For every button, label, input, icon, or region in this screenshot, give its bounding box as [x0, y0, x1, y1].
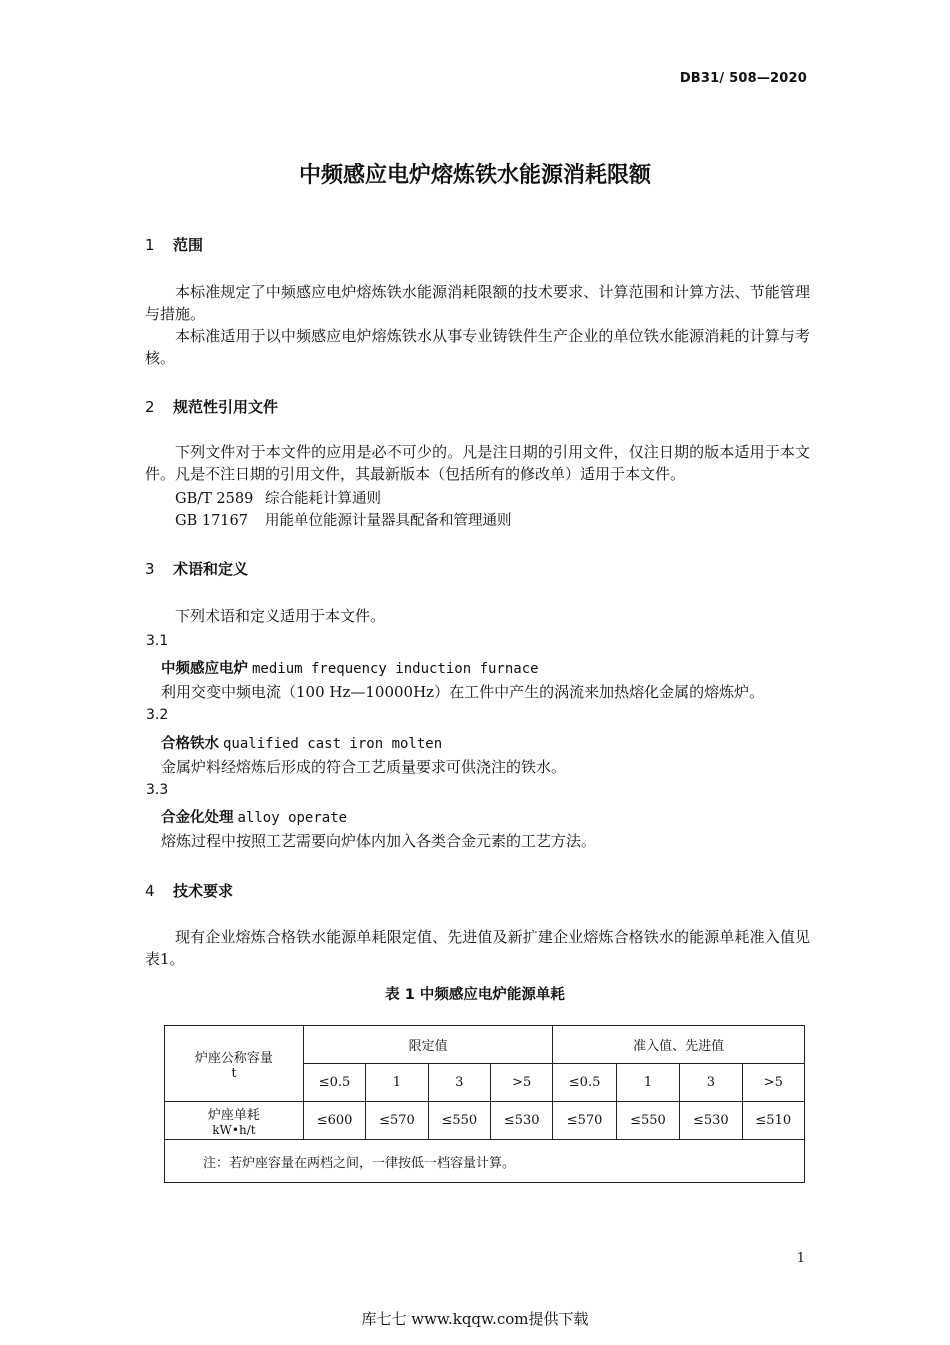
- value-cell: ≤570: [366, 1102, 428, 1140]
- download-footer: 库七七 www.kqqw.com提供下载: [361, 1310, 589, 1328]
- reference-code: GB 17167: [175, 513, 248, 529]
- section-title: 技术要求: [173, 882, 234, 900]
- value-cell: ≤530: [680, 1102, 742, 1140]
- section-1-paragraph-1: 本标准规定了中频感应电炉熔炼铁水能源消耗限额的技术要求、计算范围和计算方法、节能管理与措施。: [145, 283, 810, 323]
- term-definition: 利用交变中频电流（100 Hz—10000Hz）在工件中产生的涡流来加热熔化金属的熔炼炉。: [161, 683, 765, 701]
- section-3-heading: [145, 558, 248, 579]
- consumption-unit: kW•h/t: [212, 1123, 256, 1137]
- capacity-cell: 3: [680, 1064, 742, 1102]
- normative-reference: [175, 509, 512, 530]
- section-1-paragraph-2: 本标准适用于以中频感应电炉熔炼铁水从事专业铸铁件生产企业的单位铁水能源消耗的计算与考核。: [145, 327, 810, 367]
- value-cell: ≤510: [742, 1102, 804, 1140]
- capacity-cell: 3: [428, 1064, 490, 1102]
- capacity-unit: t: [231, 1065, 237, 1081]
- section-3-intro: 下列术语和定义适用于本文件。: [175, 607, 386, 625]
- table-caption: 表 1 中频感应电炉能源单耗: [385, 987, 565, 1003]
- section-number: 3: [145, 560, 155, 578]
- value-cell: ≤550: [428, 1102, 490, 1140]
- energy-consumption-table: [164, 1025, 805, 1183]
- term-heading: [161, 732, 442, 753]
- consumption-header-cell: [165, 1102, 304, 1140]
- term-number: 3.2: [146, 707, 169, 723]
- consumption-header: 炉座单耗: [207, 1108, 260, 1123]
- capacity-header-cell: [165, 1026, 304, 1102]
- section-title: 术语和定义: [173, 560, 249, 578]
- section-4-heading: [145, 880, 233, 901]
- capacity-cell: 1: [616, 1064, 679, 1102]
- consumption-row: [165, 1102, 805, 1140]
- capacity-header: 炉座公称容量: [194, 1050, 273, 1066]
- section-number: 1: [145, 236, 155, 254]
- normative-reference: [175, 487, 381, 508]
- section-number: 2: [145, 398, 155, 416]
- section-title: 规范性引用文件: [173, 398, 279, 416]
- table-header-row: [165, 1026, 805, 1064]
- section-title: 范围: [173, 236, 204, 254]
- term-heading: [161, 657, 539, 678]
- term-number: 3.3: [146, 782, 169, 798]
- term-zh: 合金化处理: [161, 810, 234, 826]
- value-cell: ≤600: [303, 1102, 365, 1140]
- reference-title: 综合能耗计算通则: [265, 491, 381, 507]
- term-definition: 金属炉料经熔炼后形成的符合工艺质量要求可供浇注的铁水。: [161, 758, 567, 776]
- section-2-heading: [145, 396, 278, 417]
- reference-code: GB/T 2589: [175, 491, 254, 507]
- capacity-cell: 1: [366, 1064, 428, 1102]
- term-zh: 合格铁水: [161, 736, 219, 752]
- capacity-cell: ≤0.5: [553, 1064, 616, 1102]
- table-note-row: [165, 1140, 805, 1183]
- standard-number: DB31/ 508—2020: [679, 71, 807, 86]
- limit-value-header: 限定值: [303, 1026, 553, 1064]
- term-en: qualified cast iron molten: [223, 736, 443, 752]
- section-number: 4: [145, 882, 155, 900]
- value-cell: ≤530: [490, 1102, 552, 1140]
- term-zh: 中频感应电炉: [161, 661, 248, 677]
- term-en: alloy operate: [237, 810, 348, 826]
- document-title: 中频感应电炉熔炼铁水能源消耗限额: [298, 163, 651, 188]
- capacity-cell: ≤0.5: [303, 1064, 365, 1102]
- value-cell: ≤550: [616, 1102, 679, 1140]
- capacity-cell: >5: [490, 1064, 552, 1102]
- value-cell: ≤570: [553, 1102, 616, 1140]
- term-heading: [161, 806, 347, 827]
- section-4-paragraph: 现有企业熔炼合格铁水能源单耗限定值、先进值及新扩建企业熔炼合格铁水的能源单耗准入值见表1。: [145, 928, 810, 968]
- reference-title: 用能单位能源计量器具配备和管理通则: [265, 513, 512, 529]
- term-definition: 熔炼过程中按照工艺需要向炉体内加入各类合金元素的工艺方法。: [161, 832, 597, 850]
- page-number: 1: [796, 1251, 805, 1266]
- table-note: 注：若炉座容量在两档之间，一律按低一档容量计算。: [165, 1140, 805, 1183]
- section-1-heading: [145, 234, 203, 255]
- term-en: medium frequency induction furnace: [252, 661, 539, 677]
- entry-advanced-header: 准入值、先进值: [553, 1026, 805, 1064]
- section-2-paragraph: 下列文件对于本文件的应用是必不可少的。凡是注日期的引用文件，仅注日期的版本适用于本文件。凡是不注日期的引用文件，其最新版本（包括所有的修改单）适用于本文件。: [145, 443, 810, 483]
- capacity-cell: >5: [742, 1064, 804, 1102]
- term-number: 3.1: [146, 633, 169, 649]
